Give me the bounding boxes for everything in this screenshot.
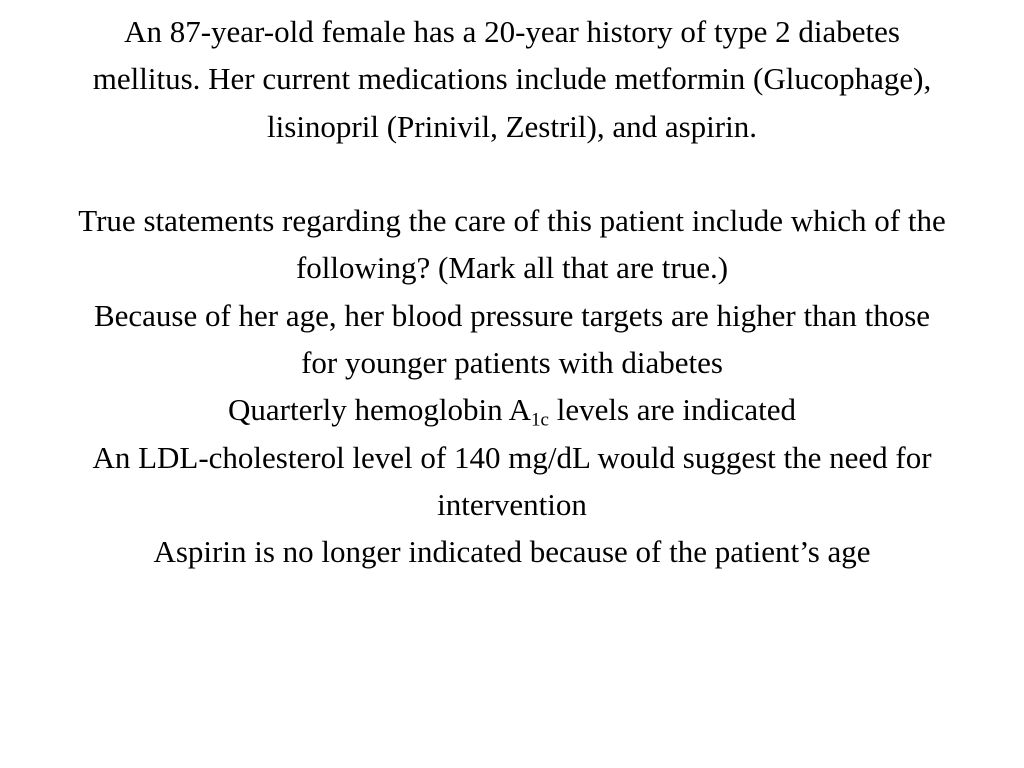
option-a1c-text-before: Quarterly hemoglobin A: [227, 392, 532, 428]
option-aspirin: Aspirin is no longer indicated because of the patient’s age: [153, 534, 871, 570]
option-ldl-cholesterol: An LDL-cholesterol level of 140 mg/dL would suggest the need for intervention: [92, 439, 932, 522]
option-blood-pressure: Because of her age, her blood pressure targets are higher than those for younger patients with diabetes: [93, 297, 931, 381]
option-hemoglobin-a1c: [76, 386, 948, 433]
slide-content: [76, 8, 948, 576]
case-description: An 87-year-old female has a 20-year history of type 2 diabetes mellitus. Her current medications include metformin (Glucophage), lisinopril (Prinivil, Zestril), and aspirin.: [92, 14, 932, 144]
question-stem: True statements regarding the care of this patient include which of the following? (Mark all that are true.): [78, 203, 946, 286]
option-a1c-subscript: 1c: [531, 410, 549, 432]
option-a1c-text-after: levels are indicated: [548, 392, 797, 428]
paragraph-spacer: [76, 150, 948, 197]
